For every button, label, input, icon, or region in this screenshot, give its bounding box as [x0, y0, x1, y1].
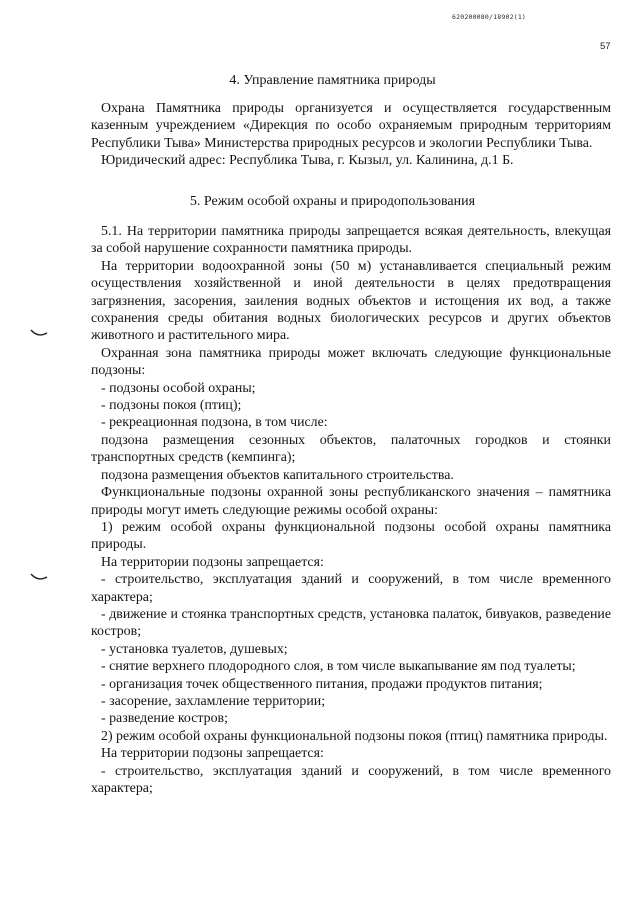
paragraph: Охрана Памятника природы организуется и осуществляется государственным казенным учреждением «Дирекция по особо охраняемым природным территориям Республики Тыва» Министерства природных ресурсов и экологии Республики Тыва. [91, 101, 611, 151]
list-item: - засорение, захламление территории; [101, 693, 326, 709]
section-4-title: 4. Управление памятника природы [229, 73, 436, 88]
paragraph: подзона размещения объектов капитального строительства. [101, 467, 454, 483]
paragraph: На территории подзоны запрещается: [101, 554, 324, 570]
margin-mark [30, 328, 48, 338]
paragraph: подзона размещения сезонных объектов, палаточных городков и стоянки транспортных средств (кемпинга); [91, 432, 611, 466]
paragraph: На территории водоохранной зоны (50 м) устанавливается специальный режим осуществления хозяйственной и иной деятельности в целях предотвращения загрязнения, засорения, заиления водных объектов и истощения их вод, а также сохранения среды обитания водных биологических ресурсов и других объектов животного и растительного мира. [91, 258, 611, 344]
paragraph: Функциональные подзоны охранной зоны республиканского значения – памятника природы могут иметь следующие режимы особой охраны: [91, 485, 611, 518]
list-item: - организация точек общественного питания, продажи продуктов питания; [101, 676, 543, 692]
paragraph: На территории подзоны запрещается: [101, 746, 324, 762]
document-number: 620200080/18902(1) [452, 13, 527, 21]
paragraph: 5.1. На территории памятника природы запрещается всякая деятельность, влекущая за собой нарушение сохранности памятника природы. [91, 224, 611, 257]
list-item: - подзоны покоя (птиц); [101, 398, 242, 414]
list-item: - движение и стоянка транспортных средств, установка палаток, бивуаков, разведение костров; [91, 606, 611, 640]
list-item: - разведение костров; [101, 711, 228, 727]
list-item: - строительство, эксплуатация зданий и сооружений, в том числе временного характера; [91, 763, 611, 796]
margin-mark [30, 572, 48, 582]
list-item: - рекреационная подзона, в том числе: [101, 415, 328, 431]
list-item: - строительство, эксплуатация зданий и сооружений, в том числе временного характера; [91, 572, 611, 605]
list-item: - установка туалетов, душевых; [101, 641, 288, 657]
page-number: 57 [600, 41, 611, 52]
section-4-body [91, 100, 611, 170]
section-5-body [91, 223, 611, 797]
paragraph: Юридический адрес: Республика Тыва, г. Кызыл, ул. Калинина, д.1 Б. [101, 153, 514, 169]
paragraph: Охранная зона памятника природы может включать следующие функциональные подзоны: [91, 345, 611, 379]
list-item: - снятие верхнего плодородного слоя, в том числе выкапывание ям под туалеты; [101, 659, 576, 675]
section-5-title: 5. Режим особой охраны и природопользования [189, 194, 476, 209]
paragraph: 1) режим особой охраны функциональной подзоны особой охраны памятника природы. [91, 519, 611, 553]
list-item: - подзоны особой охраны; [101, 380, 256, 396]
paragraph: 2) режим особой охраны функциональной подзоны покоя (птиц) памятника природы. [101, 728, 608, 744]
